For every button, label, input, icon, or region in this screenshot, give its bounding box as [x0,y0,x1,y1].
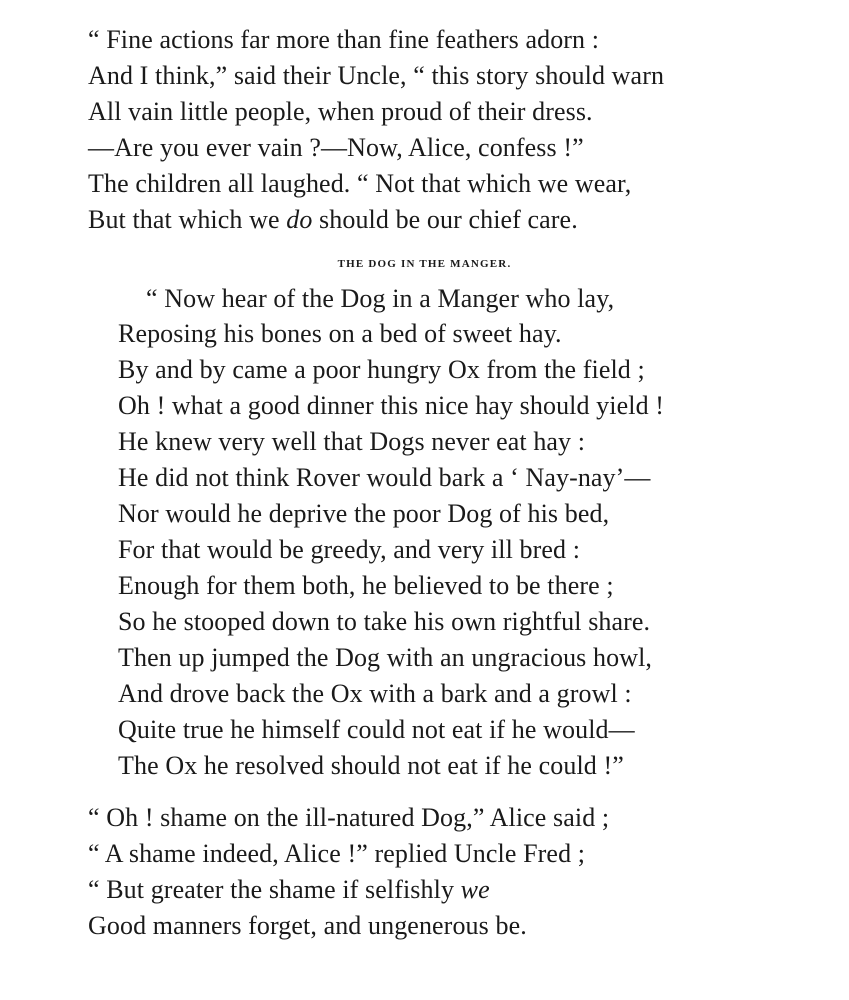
poem-line: For that would be greedy, and very ill bred : [118,535,581,564]
stanza-line: “ Oh ! shame on the ill-natured Dog,” Alice said ; [88,803,610,832]
poem-line: He knew very well that Dogs never eat hay : [118,427,586,456]
poem-line: Oh ! what a good dinner this nice hay should yield ! [118,391,665,420]
poem-line: The Ox he resolved should not eat if he could !” [118,751,624,780]
poem-line: Then up jumped the Dog with an ungracious howl, [118,643,652,672]
poem-line: Reposing his bones on a bed of sweet hay. [118,319,562,348]
poem-line: So he stooped down to take his own rightful share. [118,607,651,636]
poem-line: Quite true he himself could not eat if he would— [118,715,635,744]
poem-line: He did not think Rover would bark a ‘ Nay-nay’— [118,463,651,492]
stanza-line: “ A shame indeed, Alice !” replied Uncle Fred ; [88,839,586,868]
section-title: THE DOG IN THE MANGER. [337,258,512,270]
stanza-line [88,874,490,906]
line-text: But that which we [88,205,287,234]
poem-line: Enough for them both, he believed to be there ; [118,571,614,600]
stanza-line: —Are you ever vain ?—Now, Alice, confess !” [88,133,584,162]
stanza-line: The children all laughed. “ Not that which we wear, [88,169,632,198]
stanza-line: Good manners forget, and ungenerous be. [88,911,527,940]
poem-line: And drove back the Ox with a bark and a growl : [118,679,632,708]
stanza-line: All vain little people, when proud of their dress. [88,97,593,126]
line-text: “ But greater the shame if selfishly [88,875,461,904]
poem-line: Nor would he deprive the poor Dog of his bed, [118,499,610,528]
emphasized-word: do [286,205,313,234]
poem-line: By and by came a poor hungry Ox from the field ; [118,355,645,384]
stanza-line: And I think,” said their Uncle, “ this story should warn [88,61,665,90]
stanza-line [88,204,578,236]
line-text: should be our chief care. [312,205,578,234]
stanza-line: “ Fine actions far more than fine feathers adorn : [88,25,600,54]
emphasized-word: we [460,875,490,904]
poem-line: “ Now hear of the Dog in a Manger who lay, [146,284,615,313]
